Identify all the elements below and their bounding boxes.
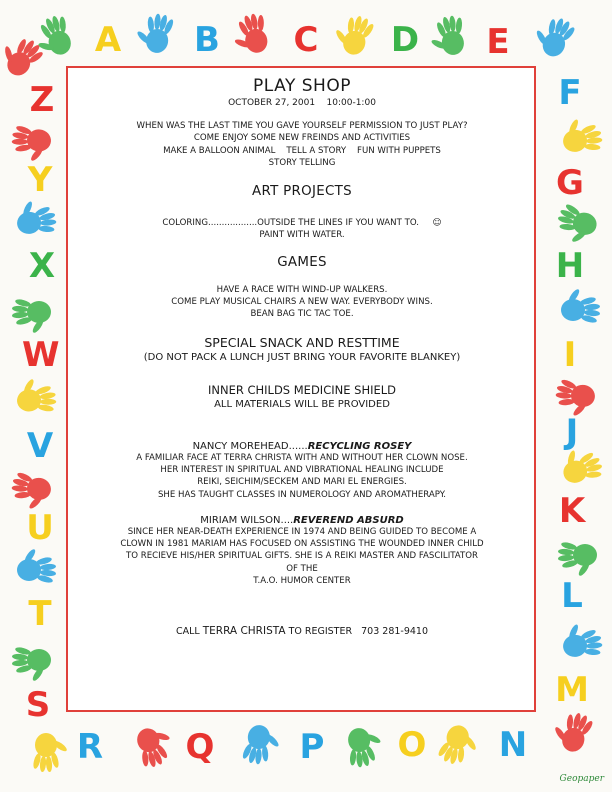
snack-subtext: (DO NOT PACK A LUNCH JUST BRING YOUR FAVORITE BLANKEY) bbox=[143, 351, 461, 363]
bio-line: OF THE bbox=[286, 563, 318, 574]
handprint-icon bbox=[0, 29, 47, 82]
border-letter-j: J bbox=[565, 412, 579, 452]
border-letter-r: R bbox=[76, 727, 104, 767]
flyer-title: PLAY SHOP bbox=[253, 76, 351, 96]
border-letter-y: Y bbox=[27, 160, 53, 200]
handprint-icon bbox=[240, 723, 283, 768]
handprint-icon bbox=[13, 196, 58, 239]
handprint-icon bbox=[435, 721, 482, 770]
bio-line: SHE HAS TAUGHT CLASSES IN NUMEROLOGY AND AROMATHERAPY. bbox=[157, 489, 447, 500]
games-heading: GAMES bbox=[277, 254, 327, 270]
presenter-2-name: MIRIAM WILSON.... bbox=[200, 514, 294, 526]
handprint-icon bbox=[551, 201, 600, 248]
handprint-icon bbox=[131, 721, 178, 770]
presenter-1-name-line bbox=[72, 441, 532, 452]
presenter-1-bio bbox=[72, 452, 532, 501]
register-line bbox=[72, 625, 532, 637]
border-letter-s: S bbox=[25, 685, 51, 725]
border-letter-q: Q bbox=[185, 727, 215, 767]
call-name: TERRA CHRISTA bbox=[202, 625, 286, 638]
handprint-icon bbox=[133, 10, 176, 55]
handprint-icon bbox=[10, 124, 52, 164]
border-letter-l: L bbox=[561, 576, 583, 616]
handprint-icon bbox=[548, 706, 595, 755]
call-suffix: TO REGISTER 703 281-9410 bbox=[288, 626, 429, 638]
border-letter-u: U bbox=[26, 508, 54, 548]
handprint-icon bbox=[12, 298, 51, 334]
bio-line: HER INTEREST IN SPIRITUAL AND VIBRATIONAL HEALING INCLUDE bbox=[160, 464, 444, 475]
games-line: HAVE A RACE WITH WIND-UP WALKERS. bbox=[216, 284, 388, 295]
handprint-icon bbox=[426, 14, 469, 59]
handprint-icon bbox=[559, 619, 604, 662]
bio-line: TO RECIEVE HIS/HER SPIRITUAL GIFTS. SHE IS A REIKI MASTER AND FASCILITATOR bbox=[125, 551, 479, 562]
handprint-icon bbox=[343, 724, 386, 769]
border-letter-k: K bbox=[558, 491, 586, 531]
shield-heading: INNER CHILDS MEDICINE SHIELD bbox=[207, 382, 397, 397]
intro-line: COME ENJOY SOME NEW FREINDS AND ACTIVITIES bbox=[193, 133, 411, 144]
border-letter-c: C bbox=[293, 20, 319, 60]
intro-block bbox=[72, 120, 532, 169]
bio-line: A FAMILIAR FACE AT TERRA CHRISTA WITH AND WITHOUT HER CLOWN NOSE. bbox=[136, 452, 468, 463]
presenter-2-alias: REVEREND ABSURD bbox=[293, 514, 404, 526]
border-letter-g: G bbox=[556, 163, 584, 203]
event-date: OCTOBER 27, 2001 10:00-1:00 bbox=[228, 98, 376, 108]
art-heading: ART PROJECTS bbox=[252, 184, 352, 200]
border-letter-w: W bbox=[22, 335, 60, 375]
bio-line: REIKI, SEICHIM/SECKEM AND MARI EL ENERGIES. bbox=[197, 477, 407, 488]
handprint-icon bbox=[228, 11, 273, 58]
snack-heading: SPECIAL SNACK AND RESTTIME bbox=[204, 334, 400, 350]
handprint-icon bbox=[15, 376, 57, 416]
presenter-1-alias: RECYCLING ROSEY bbox=[307, 440, 412, 452]
art-line: PAINT WITH WATER. bbox=[259, 230, 345, 241]
border-letter-v: V bbox=[26, 426, 54, 466]
border-letter-b: B bbox=[194, 20, 220, 60]
border-letter-x: X bbox=[28, 246, 56, 286]
bio-line: T.A.O. HUMOR CENTER bbox=[253, 576, 351, 587]
handprint-icon bbox=[529, 10, 578, 61]
border-letter-f: F bbox=[558, 73, 582, 113]
intro-line: MAKE A BALLOON ANIMAL TELL A STORY FUN WITH PUPPETS bbox=[163, 145, 441, 156]
handprint-icon bbox=[32, 733, 68, 772]
games-line: BEAN BAG TIC TAC TOE. bbox=[250, 309, 354, 320]
handprint-icon bbox=[558, 541, 597, 577]
presenter-2-name-line bbox=[72, 515, 532, 526]
art-line: COLORING..................OUTSIDE THE LINES IF YOU WANT TO. ☺ bbox=[162, 218, 442, 229]
handprint-icon bbox=[559, 114, 604, 157]
art-block bbox=[72, 217, 532, 242]
handprint-icon bbox=[561, 288, 600, 324]
intro-line: STORY TELLING bbox=[268, 157, 336, 168]
border-letter-i: I bbox=[563, 335, 577, 375]
handprint-icon bbox=[12, 646, 51, 682]
border-letter-a: A bbox=[94, 20, 122, 60]
handprint-icon bbox=[17, 548, 56, 584]
border-letter-o: O bbox=[397, 725, 427, 765]
handprint-icon bbox=[8, 470, 53, 513]
presenter-2-bio bbox=[72, 526, 532, 587]
border-letter-p: P bbox=[299, 727, 325, 767]
call-prefix: CALL bbox=[175, 626, 200, 638]
bio-line: CLOWN IN 1981 MARIAM HAS FOCUSED ON ASSISTING THE WOUNDED INNER CHILD bbox=[120, 539, 484, 550]
intro-line: WHEN WAS THE LAST TIME YOU GAVE YOURSELF PERMISSION TO JUST PLAY? bbox=[136, 121, 468, 131]
flyer-content bbox=[72, 70, 532, 637]
games-block bbox=[72, 284, 532, 321]
handprint-icon bbox=[329, 9, 376, 58]
border-letter-h: H bbox=[555, 246, 585, 286]
border-letter-z: Z bbox=[29, 80, 55, 120]
bio-line: SINCE HER NEAR-DEATH EXPERIENCE IN 1974 AND BEING GUIDED TO BECOME A bbox=[127, 526, 477, 537]
border-letter-t: T bbox=[28, 594, 52, 634]
brand-logo: Geopaper bbox=[559, 774, 604, 784]
shield-subtext: ALL MATERIALS WILL BE PROVIDED bbox=[214, 398, 390, 410]
games-line: COME PLAY MUSICAL CHAIRS A NEW WAY. EVERYBODY WINS. bbox=[171, 297, 433, 308]
border-letter-m: M bbox=[555, 670, 589, 710]
border-letter-n: N bbox=[498, 725, 528, 765]
border-letter-d: D bbox=[390, 20, 420, 60]
presenter-1-name: NANCY MOREHEAD...... bbox=[192, 440, 308, 452]
border-letter-e: E bbox=[486, 22, 510, 62]
